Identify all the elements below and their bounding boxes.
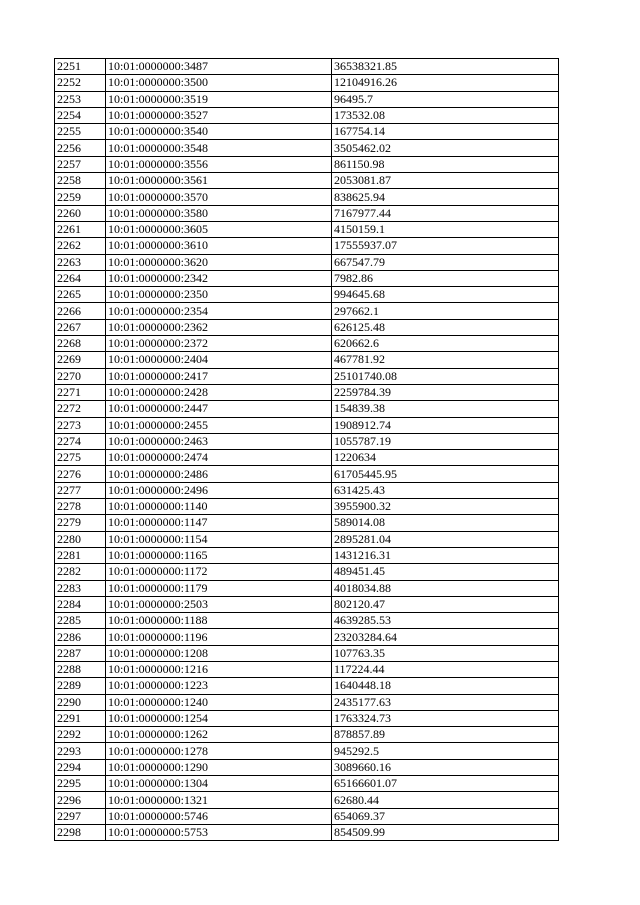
table-row: [55, 759, 559, 775]
row-number-cell: 2252: [55, 75, 106, 91]
row-number-cell: 2256: [55, 140, 106, 156]
cadastral-number-cell: 10:01:0000000:3570: [106, 189, 332, 205]
table-row: [55, 743, 559, 759]
value-cell: 1763324.73: [332, 710, 559, 726]
value-cell: 667547.79: [332, 254, 559, 270]
row-number-cell: 2258: [55, 173, 106, 189]
table-row: [55, 824, 559, 840]
table-row: [55, 661, 559, 677]
value-cell: 4150159.1: [332, 221, 559, 237]
cadastral-number-cell: 10:01:0000000:1172: [106, 564, 332, 580]
row-number-cell: 2271: [55, 384, 106, 400]
value-cell: 654069.37: [332, 808, 559, 824]
row-number-cell: 2279: [55, 515, 106, 531]
table-row: [55, 107, 559, 123]
cadastral-number-cell: 10:01:0000000:1262: [106, 727, 332, 743]
value-cell: 25101740.08: [332, 368, 559, 384]
cadastral-number-cell: 10:01:0000000:1216: [106, 661, 332, 677]
row-number-cell: 2264: [55, 270, 106, 286]
cadastral-number-cell: 10:01:0000000:3580: [106, 205, 332, 221]
value-cell: 1055787.19: [332, 433, 559, 449]
cadastral-number-cell: 10:01:0000000:1278: [106, 743, 332, 759]
table-row: [55, 645, 559, 661]
value-cell: 1908912.74: [332, 417, 559, 433]
cadastral-number-cell: 10:01:0000000:1154: [106, 531, 332, 547]
cadastral-number-cell: 10:01:0000000:3605: [106, 221, 332, 237]
row-number-cell: 2283: [55, 580, 106, 596]
row-number-cell: 2292: [55, 727, 106, 743]
row-number-cell: 2255: [55, 124, 106, 140]
cadastral-number-cell: 10:01:0000000:3620: [106, 254, 332, 270]
table-row: [55, 254, 559, 270]
table-row: [55, 613, 559, 629]
table-row: [55, 547, 559, 563]
row-number-cell: 2274: [55, 433, 106, 449]
row-number-cell: 2272: [55, 401, 106, 417]
table-row: [55, 499, 559, 515]
value-cell: 117224.44: [332, 661, 559, 677]
table-row: [55, 205, 559, 221]
value-cell: 489451.45: [332, 564, 559, 580]
row-number-cell: 2266: [55, 303, 106, 319]
value-cell: 12104916.26: [332, 75, 559, 91]
cadastral-number-cell: 10:01:0000000:1290: [106, 759, 332, 775]
cadastral-number-cell: 10:01:0000000:5746: [106, 808, 332, 824]
value-cell: 1431216.31: [332, 547, 559, 563]
value-cell: 1220634: [332, 450, 559, 466]
cadastral-number-cell: 10:01:0000000:1208: [106, 645, 332, 661]
value-cell: 802120.47: [332, 596, 559, 612]
cadastral-number-cell: 10:01:0000000:2354: [106, 303, 332, 319]
table-row: [55, 792, 559, 808]
table-row: [55, 727, 559, 743]
value-cell: 854509.99: [332, 824, 559, 840]
cadastral-number-cell: 10:01:0000000:1254: [106, 710, 332, 726]
cadastral-number-cell: 10:01:0000000:2417: [106, 368, 332, 384]
row-number-cell: 2277: [55, 482, 106, 498]
value-cell: 4018034.88: [332, 580, 559, 596]
row-number-cell: 2281: [55, 547, 106, 563]
table-body: [55, 59, 559, 841]
table-row: [55, 384, 559, 400]
row-number-cell: 2269: [55, 352, 106, 368]
table-row: [55, 466, 559, 482]
value-cell: 631425.43: [332, 482, 559, 498]
table-row: [55, 59, 559, 75]
row-number-cell: 2251: [55, 59, 106, 75]
value-cell: 467781.92: [332, 352, 559, 368]
row-number-cell: 2265: [55, 287, 106, 303]
table-row: [55, 221, 559, 237]
row-number-cell: 2297: [55, 808, 106, 824]
cadastral-number-cell: 10:01:0000000:1179: [106, 580, 332, 596]
cadastral-number-cell: 10:01:0000000:5753: [106, 824, 332, 840]
value-cell: 2259784.39: [332, 384, 559, 400]
value-cell: 620662.6: [332, 336, 559, 352]
cadastral-number-cell: 10:01:0000000:1188: [106, 613, 332, 629]
table-row: [55, 678, 559, 694]
cadastral-number-cell: 10:01:0000000:2342: [106, 270, 332, 286]
table-row: [55, 173, 559, 189]
value-cell: 838625.94: [332, 189, 559, 205]
table-row: [55, 336, 559, 352]
value-cell: 154839.38: [332, 401, 559, 417]
value-cell: 1640448.18: [332, 678, 559, 694]
row-number-cell: 2284: [55, 596, 106, 612]
cadastral-number-cell: 10:01:0000000:3556: [106, 156, 332, 172]
cadastral-number-cell: 10:01:0000000:3487: [106, 59, 332, 75]
table-row: [55, 75, 559, 91]
table-row: [55, 515, 559, 531]
row-number-cell: 2257: [55, 156, 106, 172]
value-cell: 297662.1: [332, 303, 559, 319]
row-number-cell: 2276: [55, 466, 106, 482]
table-row: [55, 596, 559, 612]
row-number-cell: 2296: [55, 792, 106, 808]
row-number-cell: 2273: [55, 417, 106, 433]
row-number-cell: 2282: [55, 564, 106, 580]
cadastral-number-cell: 10:01:0000000:1321: [106, 792, 332, 808]
value-cell: 23203284.64: [332, 629, 559, 645]
cadastral-number-cell: 10:01:0000000:3527: [106, 107, 332, 123]
table-row: [55, 140, 559, 156]
row-number-cell: 2259: [55, 189, 106, 205]
value-cell: 3089660.16: [332, 759, 559, 775]
cadastral-number-cell: 10:01:0000000:3500: [106, 75, 332, 91]
value-cell: 4639285.53: [332, 613, 559, 629]
table-row: [55, 124, 559, 140]
row-number-cell: 2298: [55, 824, 106, 840]
cadastral-number-cell: 10:01:0000000:3610: [106, 238, 332, 254]
cadastral-number-cell: 10:01:0000000:2350: [106, 287, 332, 303]
table-row: [55, 189, 559, 205]
value-cell: 62680.44: [332, 792, 559, 808]
cadastral-number-cell: 10:01:0000000:1196: [106, 629, 332, 645]
table-row: [55, 270, 559, 286]
row-number-cell: 2280: [55, 531, 106, 547]
value-cell: 2435177.63: [332, 694, 559, 710]
value-cell: 2053081.87: [332, 173, 559, 189]
value-cell: 7982.86: [332, 270, 559, 286]
cadastral-number-cell: 10:01:0000000:2455: [106, 417, 332, 433]
row-number-cell: 2268: [55, 336, 106, 352]
table-row: [55, 531, 559, 547]
row-number-cell: 2289: [55, 678, 106, 694]
value-cell: 7167977.44: [332, 205, 559, 221]
table-row: [55, 303, 559, 319]
value-cell: 878857.89: [332, 727, 559, 743]
value-cell: 61705445.95: [332, 466, 559, 482]
row-number-cell: 2253: [55, 91, 106, 107]
row-number-cell: 2288: [55, 661, 106, 677]
row-number-cell: 2254: [55, 107, 106, 123]
cadastral-number-cell: 10:01:0000000:1165: [106, 547, 332, 563]
table-row: [55, 352, 559, 368]
cadastral-number-cell: 10:01:0000000:3561: [106, 173, 332, 189]
value-cell: 65166601.07: [332, 776, 559, 792]
table-row: [55, 629, 559, 645]
cadastral-value-table: [54, 58, 559, 841]
row-number-cell: 2295: [55, 776, 106, 792]
value-cell: 3505462.02: [332, 140, 559, 156]
value-cell: 945292.5: [332, 743, 559, 759]
row-number-cell: 2270: [55, 368, 106, 384]
table-row: [55, 580, 559, 596]
table-row: [55, 808, 559, 824]
row-number-cell: 2287: [55, 645, 106, 661]
table-row: [55, 433, 559, 449]
row-number-cell: 2291: [55, 710, 106, 726]
row-number-cell: 2262: [55, 238, 106, 254]
cadastral-number-cell: 10:01:0000000:2474: [106, 450, 332, 466]
table-row: [55, 319, 559, 335]
value-cell: 167754.14: [332, 124, 559, 140]
cadastral-number-cell: 10:01:0000000:3540: [106, 124, 332, 140]
table-row: [55, 401, 559, 417]
cadastral-number-cell: 10:01:0000000:1240: [106, 694, 332, 710]
cadastral-number-cell: 10:01:0000000:2503: [106, 596, 332, 612]
value-cell: 2895281.04: [332, 531, 559, 547]
row-number-cell: 2294: [55, 759, 106, 775]
table-row: [55, 710, 559, 726]
cadastral-number-cell: 10:01:0000000:2463: [106, 433, 332, 449]
row-number-cell: 2267: [55, 319, 106, 335]
cadastral-number-cell: 10:01:0000000:3519: [106, 91, 332, 107]
value-cell: 994645.68: [332, 287, 559, 303]
cadastral-number-cell: 10:01:0000000:2496: [106, 482, 332, 498]
value-cell: 589014.08: [332, 515, 559, 531]
cadastral-number-cell: 10:01:0000000:1223: [106, 678, 332, 694]
table-row: [55, 776, 559, 792]
value-cell: 17555937.07: [332, 238, 559, 254]
table-row: [55, 368, 559, 384]
cadastral-number-cell: 10:01:0000000:2372: [106, 336, 332, 352]
cadastral-number-cell: 10:01:0000000:2486: [106, 466, 332, 482]
value-cell: 96495.7: [332, 91, 559, 107]
table-row: [55, 287, 559, 303]
row-number-cell: 2275: [55, 450, 106, 466]
cadastral-number-cell: 10:01:0000000:1147: [106, 515, 332, 531]
row-number-cell: 2285: [55, 613, 106, 629]
cadastral-number-cell: 10:01:0000000:1140: [106, 499, 332, 515]
cadastral-number-cell: 10:01:0000000:2404: [106, 352, 332, 368]
table-row: [55, 694, 559, 710]
row-number-cell: 2290: [55, 694, 106, 710]
row-number-cell: 2293: [55, 743, 106, 759]
row-number-cell: 2260: [55, 205, 106, 221]
value-cell: 626125.48: [332, 319, 559, 335]
value-cell: 861150.98: [332, 156, 559, 172]
table-row: [55, 238, 559, 254]
cadastral-number-cell: 10:01:0000000:2447: [106, 401, 332, 417]
cadastral-number-cell: 10:01:0000000:2428: [106, 384, 332, 400]
value-cell: 3955900.32: [332, 499, 559, 515]
value-cell: 107763.35: [332, 645, 559, 661]
table-row: [55, 91, 559, 107]
value-cell: 36538321.85: [332, 59, 559, 75]
cadastral-number-cell: 10:01:0000000:2362: [106, 319, 332, 335]
table-row: [55, 564, 559, 580]
row-number-cell: 2286: [55, 629, 106, 645]
row-number-cell: 2261: [55, 221, 106, 237]
table-row: [55, 450, 559, 466]
table-row: [55, 417, 559, 433]
table-row: [55, 482, 559, 498]
row-number-cell: 2278: [55, 499, 106, 515]
cadastral-number-cell: 10:01:0000000:1304: [106, 776, 332, 792]
cadastral-number-cell: 10:01:0000000:3548: [106, 140, 332, 156]
table-row: [55, 156, 559, 172]
value-cell: 173532.08: [332, 107, 559, 123]
row-number-cell: 2263: [55, 254, 106, 270]
